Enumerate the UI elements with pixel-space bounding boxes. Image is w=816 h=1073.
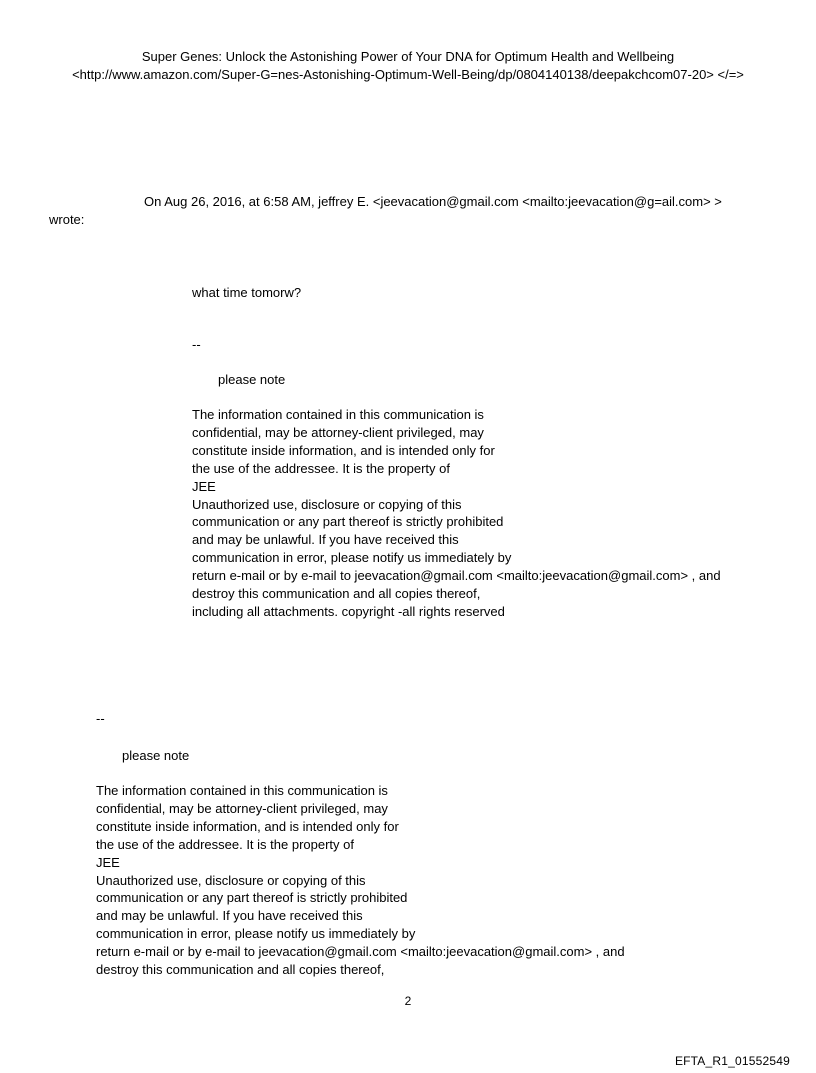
page-number: 2 xyxy=(404,994,412,1008)
disclaimer-line: and may be unlawful. If you have received this xyxy=(192,532,459,548)
disclaimer-line: confidential, may be attorney-client privileged, may xyxy=(192,424,484,440)
disclaimer-line: constitute inside information, and is intended only for xyxy=(96,818,399,834)
disclaimer-line-email[interactable]: return e-mail or by e-mail to jeevacation@gmail.com <mailto:jeevacation@gmail.com> , and xyxy=(192,568,721,584)
disclaimer-line: Unauthorized use, disclosure or copying of this xyxy=(96,872,366,888)
disclaimer-line: JEE xyxy=(96,854,120,870)
signature-separator: -- xyxy=(192,337,201,352)
quote-header-line1: On Aug 26, 2016, at 6:58 AM, jeffrey E. <jeevacation@gmail.com <mailto:jeevacation@g=ail.com> > xyxy=(144,194,722,209)
disclaimer-line: The information contained in this communication is xyxy=(96,783,388,798)
disclaimer-line: Unauthorized use, disclosure or copying of this xyxy=(192,496,462,512)
document-id: EFTA_R1_01552549 xyxy=(674,1054,790,1068)
disclaimer-line: the use of the addressee. It is the property of xyxy=(192,460,450,476)
outer-disclaimer xyxy=(96,782,625,979)
message-body: what time tomorw? xyxy=(192,285,302,300)
disclaimer-line: JEE xyxy=(192,478,216,494)
outer-signature-separator: -- xyxy=(96,711,105,726)
disclaimer-line: and may be unlawful. If you have received this xyxy=(96,908,363,924)
disclaimer-line: The information contained in this communication is xyxy=(192,407,484,422)
disclaimer-line: confidential, may be attorney-client privileged, may xyxy=(96,800,388,816)
outer-note-heading: please note xyxy=(122,748,190,763)
quote-header-wrote: wrote: xyxy=(49,212,85,227)
inner-disclaimer xyxy=(192,406,721,621)
disclaimer-line: including all attachments. copyright -all rights reserved xyxy=(192,603,505,619)
disclaimer-line: communication or any part thereof is strictly prohibited xyxy=(96,890,408,906)
disclaimer-line: communication in error, please notify us immediately by xyxy=(96,926,416,942)
disclaimer-line-email[interactable]: return e-mail or by e-mail to jeevacation@gmail.com <mailto:jeevacation@gmail.com> , and xyxy=(96,944,625,960)
disclaimer-line: the use of the addressee. It is the property of xyxy=(96,836,354,852)
book-link[interactable]: <http://www.amazon.com/Super-G=nes-Astonishing-Optimum-Well-Being/dp/0804140138/deepakchcom07-20> </=> xyxy=(72,67,744,82)
disclaimer-line: destroy this communication and all copies thereof, xyxy=(192,586,481,602)
book-title: Super Genes: Unlock the Astonishing Power of Your DNA for Optimum Health and Wellbeing xyxy=(141,49,675,64)
disclaimer-line: communication or any part thereof is strictly prohibited xyxy=(192,514,504,530)
note-heading: please note xyxy=(218,372,286,387)
disclaimer-line: destroy this communication and all copies thereof, xyxy=(96,962,385,978)
disclaimer-line: communication in error, please notify us immediately by xyxy=(192,550,512,566)
disclaimer-line: constitute inside information, and is intended only for xyxy=(192,442,495,458)
